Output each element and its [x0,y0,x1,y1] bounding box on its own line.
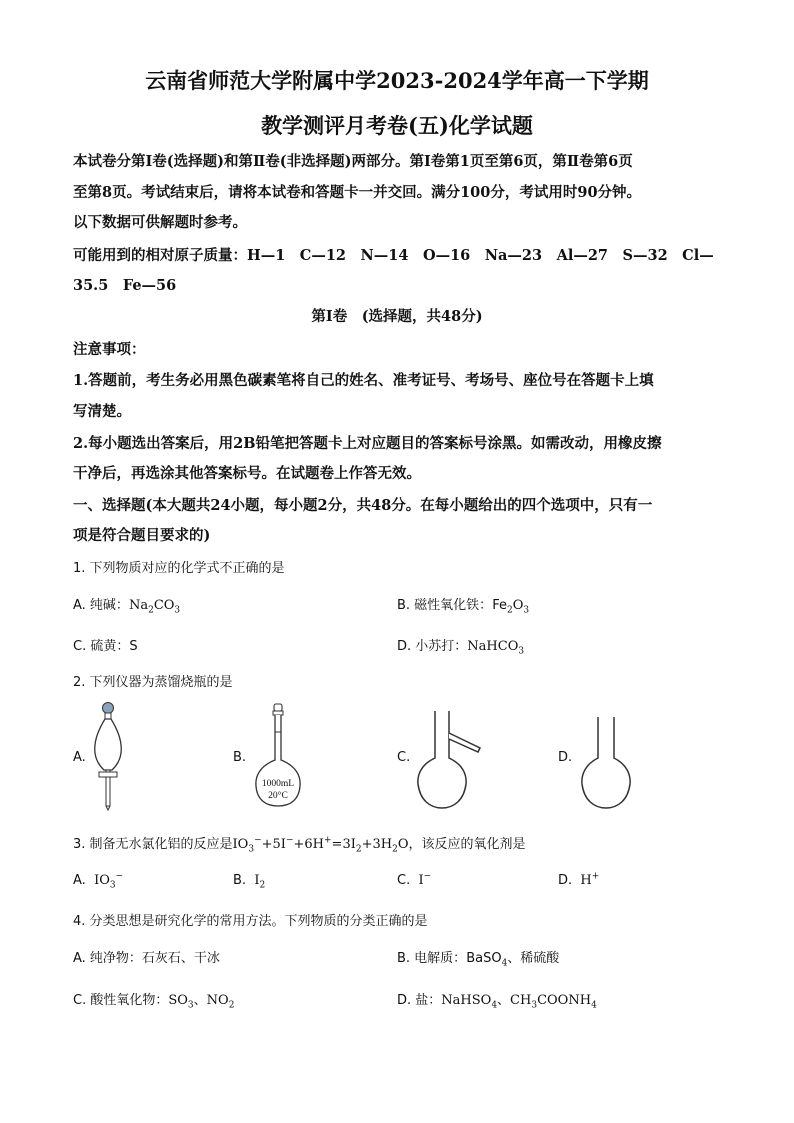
q1-option-a: A. 纯碱：$Na_2CO_3$ [73,598,181,616]
q1-option-c: C. 硫黄：S [73,639,138,654]
q2-label-a: A. [73,750,86,765]
exam-title-line2: 教学测评月考卷(五)化学试题 [261,113,533,138]
q4-stem: 4. 分类思想是研究化学的常用方法。下列物质的分类正确的是 [73,914,428,929]
q3-stem: 3. 制备无水氯化铝的反应是$IO_3^-+5I^-+6H^+=3I_2+3H_2O$，该反应的氧化剂是 [73,835,526,855]
atomic-mass-line-2: 35.5 Fe—56 [73,277,177,294]
notes-heading: 注意事项： [73,341,146,358]
volumetric-flask-icon [254,702,302,810]
q4-option-c: C. 酸性氧化物：$SO_3$、$NO_2$ [73,993,235,1011]
q4-option-d: D. 盐：NaHSO$_4$、$CH_3COONH_4$ [397,993,597,1011]
intro-line-2: 至第8页。考试结束后，请将本试卷和答题卡一并交回。满分100分，考试用时90分钟。 [73,184,642,201]
separatory-funnel-icon [88,700,128,812]
section-header: 第Ⅰ卷 (选择题，共48分) [311,308,483,325]
q1-option-b: B. 磁性氧化铁：$Fe_2O_3$ [397,598,530,616]
intro-line-1: 本试卷分第Ⅰ卷(选择题)和第Ⅱ卷(非选择题)两部分。第Ⅰ卷第1页至第6页，第Ⅱ卷第6页 [73,153,633,170]
q3-option-d: D. H+ [558,871,600,888]
q2-stem: 2. 下列仪器为蒸馏烧瓶的是 [73,675,233,690]
exam-title-line1: 云南省师范大学附属中学2023-2024学年高一下学期 [145,68,649,93]
q3-option-a: A. $IO_3^-$ [73,871,124,891]
note-1-line-2: 写清楚。 [73,403,131,420]
q3-option-c: C. I− [397,871,432,888]
flask-temp-label: 20°C [268,791,288,801]
flask-volume-label: 1000mL [261,779,295,789]
q1-stem: 1. 下列物质对应的化学式不正确的是 [73,561,285,576]
q4-option-a: A. 纯净物：石灰石、干冰 [73,951,220,966]
note-2-line-2: 干净后，再选涂其他答案标号。在试题卷上作答无效。 [73,465,421,482]
note-1-line-1: 1.答题前，考生务必用黑色碳素笔将自己的姓名、准考证号、考场号、座位号在答题卡上填 [73,372,654,389]
q2-label-d: D. [558,750,573,765]
note-2-line-1: 2.每小题选出答案后，用2B铅笔把答题卡上对应题目的答案标号涂黑。如需改动，用橡皮擦 [73,435,662,452]
q1-option-d: D. 小苏打：NaHCO$_3$ [397,639,525,657]
q2-label-b: B. [233,750,247,765]
q4-option-b: B. 电解质：BaSO$_4$、稀硫酸 [397,951,560,969]
intro-line-3: 以下数据可供解题时参考。 [73,214,247,231]
part1-line-1: 一、选择题(本大题共24小题，每小题2分，共48分。在每小题给出的四个选项中，只有一 [73,497,653,514]
distillation-flask-icon [414,708,486,812]
q3-option-b: B. $I_2$ [233,873,266,891]
q2-label-c: C. [397,750,411,765]
round-bottom-flask-icon [578,714,634,812]
part1-line-2: 项是符合题目要求的) [73,527,211,544]
atomic-mass-line-1: 可能用到的相对原子质量：H—1 C—12 N—14 O—16 Na—23 Al—27 S—32 Cl— [73,247,714,264]
